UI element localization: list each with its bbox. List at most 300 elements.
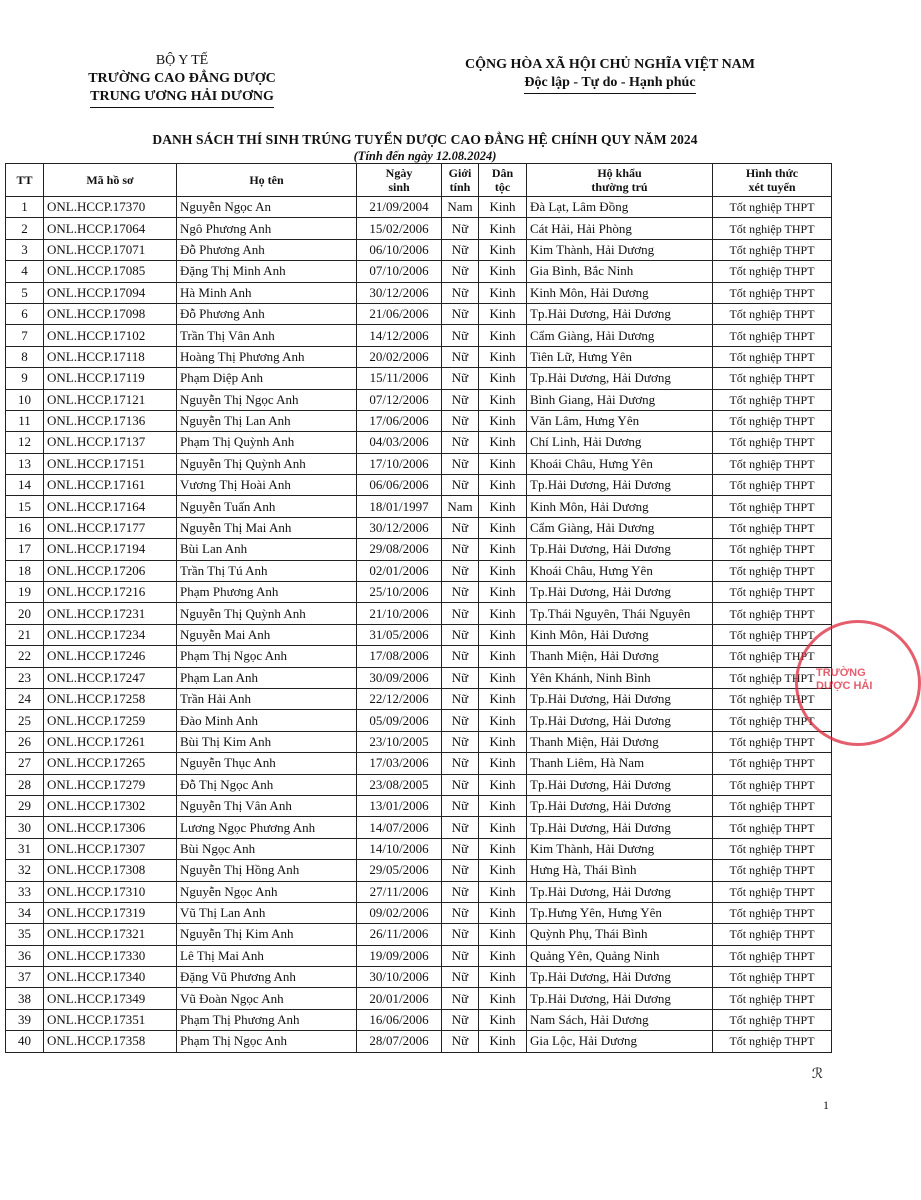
table-cell: Lê Thị Mai Anh — [177, 945, 357, 966]
table-cell: Kinh — [479, 239, 527, 260]
table-row — [6, 517, 832, 538]
table-cell: 34 — [6, 902, 44, 923]
table-cell: Đà Lạt, Lâm Đồng — [527, 197, 713, 218]
table-cell: Kinh — [479, 924, 527, 945]
table-cell: Nữ — [442, 475, 479, 496]
table-cell: 10 — [6, 389, 44, 410]
table-cell: 06/10/2006 — [357, 239, 442, 260]
table-header-row — [6, 164, 832, 197]
table-cell: ONL.HCCP.17064 — [44, 218, 177, 239]
table-cell: Tốt nghiệp THPT — [713, 881, 832, 902]
table-row — [6, 582, 832, 603]
table-cell: 29/05/2006 — [357, 860, 442, 881]
table-cell: Tốt nghiệp THPT — [713, 389, 832, 410]
table-cell: Tp.Hải Dương, Hải Dương — [527, 368, 713, 389]
table-row — [6, 197, 832, 218]
table-row — [6, 1009, 832, 1030]
table-cell: Nữ — [442, 881, 479, 902]
table-cell: ONL.HCCP.17370 — [44, 197, 177, 218]
table-cell: Nữ — [442, 753, 479, 774]
table-cell: Tốt nghiệp THPT — [713, 667, 832, 688]
table-cell: Tốt nghiệp THPT — [713, 239, 832, 260]
table-row — [6, 410, 832, 431]
table-cell: ONL.HCCP.17177 — [44, 517, 177, 538]
table-cell: 5 — [6, 282, 44, 303]
table-cell: Nữ — [442, 453, 479, 474]
table-cell: 14/12/2006 — [357, 325, 442, 346]
official-seal — [795, 620, 921, 746]
table-cell: ONL.HCCP.17231 — [44, 603, 177, 624]
table-cell: Kinh — [479, 646, 527, 667]
table-cell: Nữ — [442, 517, 479, 538]
table-cell: Nữ — [442, 282, 479, 303]
table-cell: Kinh — [479, 282, 527, 303]
ministry-name: BỘ Y TẾ — [155, 53, 209, 68]
table-cell: Nữ — [442, 239, 479, 260]
table-cell: Kinh — [479, 967, 527, 988]
table-cell: Kinh — [479, 753, 527, 774]
table-cell: Kinh — [479, 389, 527, 410]
table-cell: 31 — [6, 838, 44, 859]
table-row — [6, 539, 832, 560]
table-cell: 20 — [6, 603, 44, 624]
table-cell: Kinh — [479, 1031, 527, 1052]
table-cell: Nữ — [442, 688, 479, 709]
table-cell: Kim Thành, Hải Dương — [527, 239, 713, 260]
table-cell: Vũ Thị Lan Anh — [177, 902, 357, 923]
table-cell: 18 — [6, 560, 44, 581]
table-cell: ONL.HCCP.17307 — [44, 838, 177, 859]
table-cell: Tốt nghiệp THPT — [713, 218, 832, 239]
table-cell: ONL.HCCP.17261 — [44, 731, 177, 752]
table-cell: Tốt nghiệp THPT — [713, 325, 832, 346]
table-cell: 25/10/2006 — [357, 582, 442, 603]
table-cell: Tốt nghiệp THPT — [713, 988, 832, 1009]
table-cell: Nguyễn Thị Ngọc Anh — [177, 389, 357, 410]
table-cell: Tốt nghiệp THPT — [713, 475, 832, 496]
table-cell: 28 — [6, 774, 44, 795]
table-cell: 23/08/2005 — [357, 774, 442, 795]
table-cell: Tốt nghiệp THPT — [713, 303, 832, 324]
table-cell: Tốt nghiệp THPT — [713, 539, 832, 560]
table-cell: Nguyễn Thị Mai Anh — [177, 517, 357, 538]
table-cell: 14/07/2006 — [357, 817, 442, 838]
table-cell: 27 — [6, 753, 44, 774]
table-cell: Kinh — [479, 303, 527, 324]
col-ma-ho-so: Mã hồ sơ — [44, 164, 177, 197]
table-row — [6, 239, 832, 260]
table-cell: Tp.Hải Dương, Hải Dương — [527, 795, 713, 816]
table-cell: Kinh — [479, 774, 527, 795]
table-cell: 29/08/2006 — [357, 539, 442, 560]
table-cell: Tốt nghiệp THPT — [713, 346, 832, 367]
table-cell: Tốt nghiệp THPT — [713, 1031, 832, 1052]
table-cell: Kinh — [479, 988, 527, 1009]
table-cell: Hoàng Thị Phương Anh — [177, 346, 357, 367]
table-cell: Tp.Hải Dương, Hải Dương — [527, 967, 713, 988]
table-cell: Thanh Miện, Hải Dương — [527, 731, 713, 752]
table-cell: 14/10/2006 — [357, 838, 442, 859]
table-row — [6, 303, 832, 324]
table-row — [6, 432, 832, 453]
table-cell: Tốt nghiệp THPT — [713, 710, 832, 731]
table-cell: ONL.HCCP.17119 — [44, 368, 177, 389]
table-cell: 23/10/2005 — [357, 731, 442, 752]
table-cell: Vương Thị Hoài Anh — [177, 475, 357, 496]
table-cell: Tp.Hải Dương, Hải Dương — [527, 881, 713, 902]
table-cell: Nữ — [442, 667, 479, 688]
col-ngay-sinh: Ngày sinh — [357, 164, 442, 197]
table-cell: ONL.HCCP.17102 — [44, 325, 177, 346]
table-cell: ONL.HCCP.17351 — [44, 1009, 177, 1030]
table-cell: Kinh — [479, 795, 527, 816]
table-cell: Tốt nghiệp THPT — [713, 945, 832, 966]
table-cell: Nữ — [442, 988, 479, 1009]
table-cell: 38 — [6, 988, 44, 1009]
table-cell: Nguyễn Thị Quỳnh Anh — [177, 603, 357, 624]
table-row — [6, 624, 832, 645]
table-cell: 30 — [6, 817, 44, 838]
table-cell: Kinh — [479, 325, 527, 346]
table-row — [6, 860, 832, 881]
table-row — [6, 603, 832, 624]
republic-name: CỘNG HÒA XÃ HỘI CHỦ NGHĨA VIỆT NAM — [464, 57, 755, 72]
table-cell: 20/02/2006 — [357, 346, 442, 367]
table-cell: 6 — [6, 303, 44, 324]
table-cell: ONL.HCCP.17247 — [44, 667, 177, 688]
table-row — [6, 560, 832, 581]
table-cell: 25 — [6, 710, 44, 731]
table-row — [6, 753, 832, 774]
col-gioi-tinh: Giới tính — [442, 164, 479, 197]
table-cell: Kinh — [479, 346, 527, 367]
table-cell: Lương Ngọc Phương Anh — [177, 817, 357, 838]
table-cell: Kinh — [479, 838, 527, 859]
table-cell: 20/01/2006 — [357, 988, 442, 1009]
table-cell: Đỗ Phương Anh — [177, 303, 357, 324]
table-cell: 8 — [6, 346, 44, 367]
table-cell: ONL.HCCP.17319 — [44, 902, 177, 923]
table-cell: ONL.HCCP.17279 — [44, 774, 177, 795]
table-cell: 07/12/2006 — [357, 389, 442, 410]
table-cell: 09/02/2006 — [357, 902, 442, 923]
table-cell: ONL.HCCP.17246 — [44, 646, 177, 667]
table-cell: Kinh — [479, 261, 527, 282]
table-cell: Đặng Thị Minh Anh — [177, 261, 357, 282]
table-cell: 1 — [6, 197, 44, 218]
table-cell: Kinh — [479, 582, 527, 603]
table-cell: 21 — [6, 624, 44, 645]
table-cell: ONL.HCCP.17216 — [44, 582, 177, 603]
table-cell: 36 — [6, 945, 44, 966]
table-cell: ONL.HCCP.17136 — [44, 410, 177, 431]
table-cell: 29 — [6, 795, 44, 816]
table-cell: Tốt nghiệp THPT — [713, 410, 832, 431]
table-cell: Kinh Môn, Hải Dương — [527, 496, 713, 517]
table-cell: Tốt nghiệp THPT — [713, 453, 832, 474]
table-cell: Tốt nghiệp THPT — [713, 817, 832, 838]
table-cell: Tốt nghiệp THPT — [713, 646, 832, 667]
table-cell: Nguyễn Thị Quỳnh Anh — [177, 453, 357, 474]
table-cell: 27/11/2006 — [357, 881, 442, 902]
table-cell: Bùi Lan Anh — [177, 539, 357, 560]
table-cell: Kinh — [479, 496, 527, 517]
table-cell: Kinh — [479, 475, 527, 496]
table-cell: ONL.HCCP.17265 — [44, 753, 177, 774]
table-cell: Vũ Đoàn Ngọc Anh — [177, 988, 357, 1009]
table-cell: 18/01/1997 — [357, 496, 442, 517]
table-cell: Nữ — [442, 624, 479, 645]
table-cell: Nữ — [442, 218, 479, 239]
table-cell: ONL.HCCP.17161 — [44, 475, 177, 496]
table-cell: Kim Thành, Hải Dương — [527, 838, 713, 859]
table-cell: 15/02/2006 — [357, 218, 442, 239]
table-cell: Khoái Châu, Hưng Yên — [527, 453, 713, 474]
table-cell: Tốt nghiệp THPT — [713, 1009, 832, 1030]
table-row — [6, 945, 832, 966]
table-cell: Kinh — [479, 667, 527, 688]
table-cell: Kinh — [479, 731, 527, 752]
table-cell: Nguyễn Tuấn Anh — [177, 496, 357, 517]
table-cell: ONL.HCCP.17071 — [44, 239, 177, 260]
table-cell: ONL.HCCP.17310 — [44, 881, 177, 902]
table-cell: ONL.HCCP.17349 — [44, 988, 177, 1009]
table-cell: Tp.Hải Dương, Hải Dương — [527, 817, 713, 838]
candidates-table — [5, 163, 832, 1053]
table-cell: Nguyễn Thị Lan Anh — [177, 410, 357, 431]
table-cell: Tp.Hải Dương, Hải Dương — [527, 475, 713, 496]
table-cell: 07/10/2006 — [357, 261, 442, 282]
table-cell: Nguyễn Ngọc Anh — [177, 881, 357, 902]
table-row — [6, 731, 832, 752]
table-row — [6, 261, 832, 282]
table-cell: 21/10/2006 — [357, 603, 442, 624]
table-cell: 9 — [6, 368, 44, 389]
table-cell: 30/09/2006 — [357, 667, 442, 688]
table-cell: Kinh — [479, 453, 527, 474]
table-cell: Cẩm Giàng, Hải Dương — [527, 517, 713, 538]
page-number: 1 — [823, 1098, 829, 1112]
table-row — [6, 1031, 832, 1052]
table-cell: Nữ — [442, 945, 479, 966]
table-cell: 17/10/2006 — [357, 453, 442, 474]
table-cell: 26/11/2006 — [357, 924, 442, 945]
table-cell: Nữ — [442, 325, 479, 346]
table-cell: 06/06/2006 — [357, 475, 442, 496]
table-cell: Phạm Thị Phương Anh — [177, 1009, 357, 1030]
table-cell: Nữ — [442, 838, 479, 859]
table-cell: ONL.HCCP.17151 — [44, 453, 177, 474]
col-ho-ten: Họ tên — [177, 164, 357, 197]
table-cell: Kinh — [479, 1009, 527, 1030]
table-cell: Văn Lâm, Hưng Yên — [527, 410, 713, 431]
table-cell: ONL.HCCP.17085 — [44, 261, 177, 282]
table-cell: Kinh Môn, Hải Dương — [527, 624, 713, 645]
table-cell: 22 — [6, 646, 44, 667]
table-cell: ONL.HCCP.17121 — [44, 389, 177, 410]
table-cell: Trần Thị Vân Anh — [177, 325, 357, 346]
table-cell: Kinh — [479, 368, 527, 389]
table-cell: ONL.HCCP.17258 — [44, 688, 177, 709]
table-cell: 19 — [6, 582, 44, 603]
table-cell: Tốt nghiệp THPT — [713, 624, 832, 645]
table-cell: Nữ — [442, 795, 479, 816]
table-cell: Nguyễn Thục Anh — [177, 753, 357, 774]
table-row — [6, 710, 832, 731]
table-cell: 4 — [6, 261, 44, 282]
table-cell: Hưng Hà, Thái Bình — [527, 860, 713, 881]
table-cell: ONL.HCCP.17358 — [44, 1031, 177, 1052]
table-cell: Nữ — [442, 860, 479, 881]
table-cell: Kinh — [479, 945, 527, 966]
school-name-line1: TRƯỜNG CAO ĐẲNG DƯỢC — [88, 71, 276, 86]
table-cell: 39 — [6, 1009, 44, 1030]
table-cell: Đỗ Phương Anh — [177, 239, 357, 260]
table-cell: Nguyễn Mai Anh — [177, 624, 357, 645]
table-cell: 40 — [6, 1031, 44, 1052]
table-row — [6, 924, 832, 945]
table-row — [6, 218, 832, 239]
table-cell: Gia Bình, Bắc Ninh — [527, 261, 713, 282]
table-cell: Nữ — [442, 774, 479, 795]
table-cell: Kinh — [479, 197, 527, 218]
table-row — [6, 688, 832, 709]
table-cell: 22/12/2006 — [357, 688, 442, 709]
table-cell: Tốt nghiệp THPT — [713, 902, 832, 923]
table-cell: Nữ — [442, 410, 479, 431]
table-cell: Kinh — [479, 624, 527, 645]
table-cell: Tốt nghiệp THPT — [713, 838, 832, 859]
national-motto-block — [410, 56, 810, 94]
table-row — [6, 496, 832, 517]
table-cell: Kinh — [479, 902, 527, 923]
table-cell: Kinh — [479, 881, 527, 902]
col-dan-toc: Dân tộc — [479, 164, 527, 197]
table-row — [6, 389, 832, 410]
table-cell: ONL.HCCP.17321 — [44, 924, 177, 945]
table-cell: Ngô Phương Anh — [177, 218, 357, 239]
table-cell: Tốt nghiệp THPT — [713, 261, 832, 282]
table-cell: Nam Sách, Hải Dương — [527, 1009, 713, 1030]
table-cell: Trần Hải Anh — [177, 688, 357, 709]
table-cell: ONL.HCCP.17259 — [44, 710, 177, 731]
table-row — [6, 881, 832, 902]
table-cell: Quảng Yên, Quảng Ninh — [527, 945, 713, 966]
table-cell: Nữ — [442, 560, 479, 581]
table-cell: Nữ — [442, 1009, 479, 1030]
table-cell: Kinh — [479, 688, 527, 709]
table-cell: Tp.Hưng Yên, Hưng Yên — [527, 902, 713, 923]
col-hinh-thuc: Hình thức xét tuyển — [713, 164, 832, 197]
document-title: DANH SÁCH THÍ SINH TRÚNG TUYỂN DƯỢC CAO ĐẲNG HỆ CHÍNH QUY NĂM 2024 — [152, 132, 698, 147]
table-cell: Cát Hải, Hải Phòng — [527, 218, 713, 239]
table-cell: ONL.HCCP.17164 — [44, 496, 177, 517]
table-cell: Nữ — [442, 731, 479, 752]
table-cell: Gia Lộc, Hải Dương — [527, 1031, 713, 1052]
table-cell: Phạm Diệp Anh — [177, 368, 357, 389]
table-cell: Nữ — [442, 924, 479, 945]
table-cell: 12 — [6, 432, 44, 453]
table-cell: 30/12/2006 — [357, 517, 442, 538]
table-cell: Tp.Hải Dương, Hải Dương — [527, 688, 713, 709]
table-cell: Kinh — [479, 560, 527, 581]
table-row — [6, 368, 832, 389]
table-row — [6, 902, 832, 923]
table-cell: Tốt nghiệp THPT — [713, 774, 832, 795]
table-cell: 37 — [6, 967, 44, 988]
table-cell: Thanh Miện, Hải Dương — [527, 646, 713, 667]
table-cell: Nữ — [442, 346, 479, 367]
table-cell: 2 — [6, 218, 44, 239]
table-cell: ONL.HCCP.17094 — [44, 282, 177, 303]
table-cell: Bùi Thị Kim Anh — [177, 731, 357, 752]
table-row — [6, 282, 832, 303]
table-cell: ONL.HCCP.17308 — [44, 860, 177, 881]
table-cell: Nữ — [442, 1031, 479, 1052]
table-cell: Tiên Lữ, Hưng Yên — [527, 346, 713, 367]
table-cell: Tốt nghiệp THPT — [713, 582, 832, 603]
table-cell: 16/06/2006 — [357, 1009, 442, 1030]
table-cell: Kinh Môn, Hải Dương — [527, 282, 713, 303]
table-cell: Nữ — [442, 646, 479, 667]
table-cell: Tp.Hải Dương, Hải Dương — [527, 539, 713, 560]
table-cell: ONL.HCCP.17234 — [44, 624, 177, 645]
table-row — [6, 346, 832, 367]
seal-text: TRƯỜNG DƯỢC HẢI — [816, 667, 873, 692]
table-cell: Nữ — [442, 368, 479, 389]
table-cell: Nữ — [442, 967, 479, 988]
table-cell: Nguyễn Ngọc An — [177, 197, 357, 218]
motto: Độc lập - Tự do - Hạnh phúc — [524, 74, 695, 94]
table-cell: Phạm Thị Quỳnh Anh — [177, 432, 357, 453]
table-cell: Tốt nghiệp THPT — [713, 967, 832, 988]
table-cell: Yên Khánh, Ninh Bình — [527, 667, 713, 688]
table-row — [6, 475, 832, 496]
table-row — [6, 838, 832, 859]
table-cell: Tp.Hải Dương, Hải Dương — [527, 988, 713, 1009]
table-cell: ONL.HCCP.17118 — [44, 346, 177, 367]
table-cell: ONL.HCCP.17340 — [44, 967, 177, 988]
table-cell: Nữ — [442, 432, 479, 453]
table-cell: Bình Giang, Hải Dương — [527, 389, 713, 410]
school-name-line2: TRUNG ƯƠNG HẢI DƯƠNG — [90, 88, 274, 108]
table-cell: Nam — [442, 197, 479, 218]
table-cell: Cẩm Giàng, Hải Dương — [527, 325, 713, 346]
table-cell: 23 — [6, 667, 44, 688]
table-cell: 28/07/2006 — [357, 1031, 442, 1052]
table-cell: 7 — [6, 325, 44, 346]
table-cell: 17/06/2006 — [357, 410, 442, 431]
table-cell: Kinh — [479, 603, 527, 624]
table-cell: 19/09/2006 — [357, 945, 442, 966]
table-cell: 17/08/2006 — [357, 646, 442, 667]
table-cell: 3 — [6, 239, 44, 260]
table-cell: ONL.HCCP.17302 — [44, 795, 177, 816]
table-body — [6, 197, 832, 1053]
table-cell: Nguyễn Thị Hồng Anh — [177, 860, 357, 881]
table-cell: Tốt nghiệp THPT — [713, 368, 832, 389]
table-cell: 02/01/2006 — [357, 560, 442, 581]
table-cell: Tốt nghiệp THPT — [713, 496, 832, 517]
table-cell: 11 — [6, 410, 44, 431]
table-cell: Thanh Liêm, Hà Nam — [527, 753, 713, 774]
table-cell: Đỗ Thị Ngọc Anh — [177, 774, 357, 795]
table-cell: ONL.HCCP.17137 — [44, 432, 177, 453]
table-cell: 16 — [6, 517, 44, 538]
table-cell: Tốt nghiệp THPT — [713, 795, 832, 816]
table-cell: Tốt nghiệp THPT — [713, 197, 832, 218]
table-cell: Tốt nghiệp THPT — [713, 753, 832, 774]
